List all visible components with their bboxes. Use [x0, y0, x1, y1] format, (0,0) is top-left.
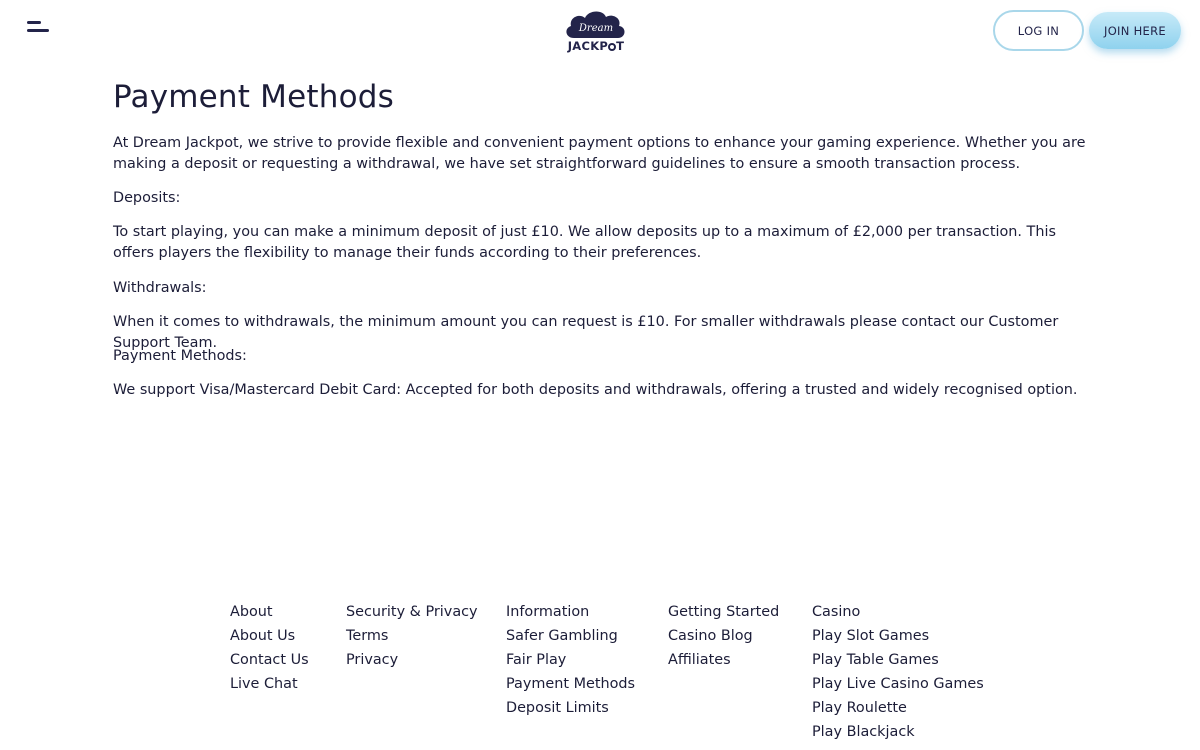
- footer-column-getting-started: [668, 600, 779, 672]
- payment-methods-heading: Payment Methods:: [113, 348, 247, 364]
- footer-link-play-table-games[interactable]: Play Table Games: [812, 652, 939, 668]
- footer-link-fair-play[interactable]: Fair Play: [506, 652, 567, 668]
- footer-link-play-live-casino-games[interactable]: Play Live Casino Games: [812, 676, 984, 692]
- footer-link-casino-blog[interactable]: Casino Blog: [668, 628, 753, 644]
- dream-jackpot-logo[interactable]: [562, 8, 630, 54]
- footer-link-casino[interactable]: Casino: [812, 604, 861, 620]
- footer-link-getting-started[interactable]: Getting Started: [668, 604, 780, 620]
- footer-link-safer-gambling[interactable]: Safer Gambling: [506, 628, 618, 644]
- footer-link-deposit-limits[interactable]: Deposit Limits: [506, 700, 609, 716]
- deposits-heading: Deposits:: [113, 190, 181, 206]
- login-button[interactable]: LOG IN: [993, 10, 1084, 51]
- deposits-paragraph: To start playing, you can make a minimum deposit of just £10. We allow deposits up to a maximum of £2,000 per transaction. This offers players the flexibility to manage their funds according to their preferences.: [113, 224, 1056, 261]
- svg-text:Dream: Dream: [578, 23, 614, 34]
- page-title: Payment Methods: [113, 79, 394, 115]
- logo-wordmark: JACKP T: [567, 39, 625, 53]
- footer-column-information: [506, 600, 635, 720]
- payment-methods-paragraph: We support Visa/Mastercard Debit Card: Accepted for both deposits and withdrawals, offering a trusted and widely recognised option.: [113, 382, 1078, 398]
- footer-column-security: [346, 600, 478, 672]
- footer-link-contact-us[interactable]: Contact Us: [230, 652, 309, 668]
- footer-link-terms[interactable]: Terms: [346, 628, 389, 644]
- footer-link-about[interactable]: About: [230, 604, 273, 620]
- footer-column-about: [230, 600, 309, 696]
- site-header: [0, 0, 1200, 62]
- hamburger-menu-icon[interactable]: [24, 18, 52, 40]
- main-content: [113, 72, 1093, 398]
- footer-link-privacy[interactable]: Privacy: [346, 652, 399, 668]
- footer-link-payment-methods[interactable]: Payment Methods: [506, 676, 636, 692]
- footer-link-play-blackjack[interactable]: Play Blackjack: [812, 724, 915, 740]
- withdrawals-paragraph: When it comes to withdrawals, the minimum amount you can request is £10. For smaller withdrawals please contact our Customer Support Team.: [113, 314, 1059, 351]
- footer-link-about-us[interactable]: About Us: [230, 628, 296, 644]
- footer-column-casino: [812, 600, 984, 744]
- footer-link-information[interactable]: Information: [506, 604, 590, 620]
- logo-cloud-icon: [562, 8, 630, 42]
- footer-link-live-chat[interactable]: Live Chat: [230, 676, 298, 692]
- footer-link-security-privacy[interactable]: Security & Privacy: [346, 604, 478, 620]
- withdrawals-heading: Withdrawals:: [113, 280, 207, 296]
- footer-link-play-slot-games[interactable]: Play Slot Games: [812, 628, 930, 644]
- join-button[interactable]: JOIN HERE: [1089, 12, 1181, 49]
- footer-link-affiliates[interactable]: Affiliates: [668, 652, 731, 668]
- footer-link-play-roulette[interactable]: Play Roulette: [812, 700, 907, 716]
- intro-paragraph: At Dream Jackpot, we strive to provide flexible and convenient payment options to enhance your gaming experience. Whether you are making a deposit or requesting a withdrawal, we have set straightforward guidelines to ensure a smooth transaction process.: [113, 135, 1086, 172]
